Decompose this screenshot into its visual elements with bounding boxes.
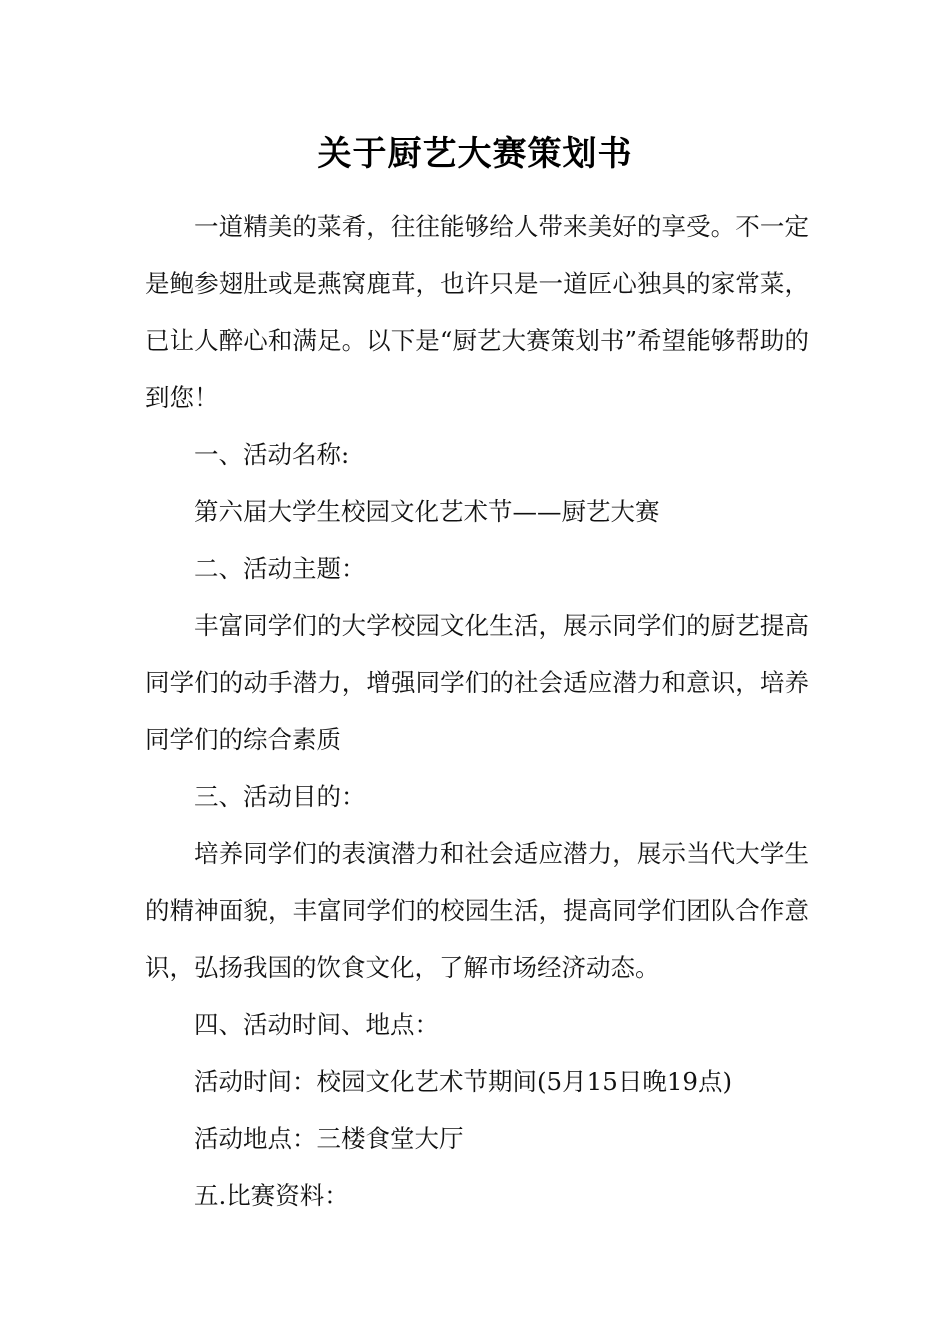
section-heading-competition-content: 五.比赛资料： bbox=[194, 1181, 349, 1210]
activity-time-text: 活动时间：校园文化艺术节期间(5月15日晚19点) bbox=[194, 1067, 733, 1096]
section-heading-activity-theme: 二、活动主题： bbox=[194, 554, 366, 583]
activity-purpose-text: 培养同学们的表演潜力和社会适应潜力，展示当代大学生的精神面貌，丰富同学们的校园生活，提高同学们团队合作意识，弘扬我国的饮食文化，了解市场经济动态。 bbox=[145, 839, 809, 982]
activity-location-text: 活动地点：三楼食堂大厅 bbox=[194, 1124, 464, 1153]
activity-theme-text: 丰富同学们的大学校园文化生活，展示同学们的厨艺提高同学们的动手潜力，增强同学们的社会适应潜力和意识，培养同学们的综合素质 bbox=[145, 611, 809, 754]
document-body bbox=[145, 198, 809, 1224]
intro-paragraph: 一道精美的菜肴，往往能够给人带来美好的享受。不一定是鲍参翅肚或是燕窝鹿茸，也许只是一道匠心独具的家常菜，已让人醉心和满足。以下是“厨艺大赛策划书”希望能够帮助的到您！ bbox=[145, 212, 809, 412]
section-heading-time-location: 四、活动时间、地点： bbox=[194, 1010, 439, 1039]
section-heading-activity-name: 一、活动名称: bbox=[194, 440, 350, 469]
document-title: 关于厨艺大赛策划书 bbox=[317, 134, 633, 174]
activity-name-text: 第六届大学生校园文化艺术节——厨艺大赛 bbox=[194, 497, 660, 526]
section-heading-activity-purpose: 三、活动目的： bbox=[194, 782, 366, 811]
